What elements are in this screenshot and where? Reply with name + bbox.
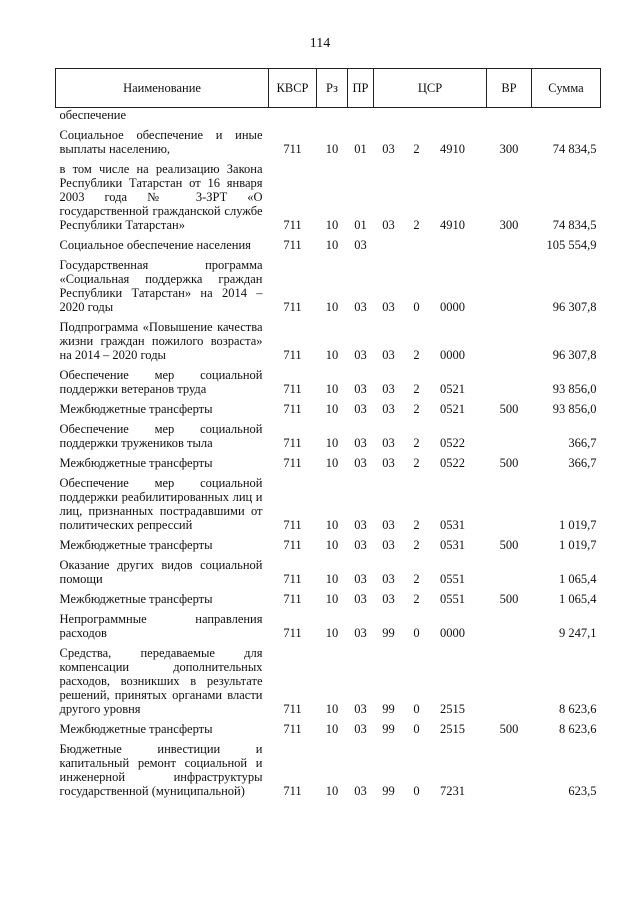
- row-csr-subprogram: 0: [413, 626, 420, 640]
- row-pr: 03: [354, 722, 367, 736]
- row-pr: 03: [354, 702, 367, 716]
- table-row: [56, 609, 601, 643]
- header-rz: Рз: [317, 69, 348, 108]
- row-kvsr: [269, 108, 317, 126]
- row-vr: 300: [499, 142, 519, 156]
- row-rz: 10: [325, 142, 339, 156]
- row-csr-program: 03: [382, 402, 395, 416]
- row-kvsr: 711: [283, 456, 302, 470]
- row-csr-program: 03: [382, 518, 395, 532]
- row-kvsr: 711: [283, 348, 302, 362]
- table-row: [56, 365, 601, 399]
- row-rz: 10: [325, 456, 339, 470]
- row-name: Социальное обеспечение населения: [59, 238, 251, 252]
- row-name: в том числе на реализацию Закона Республики Татарстан от 16 января 2003 года № 3-ЗРТ «О государственной гражданской службе Республики Татарстан»: [59, 162, 263, 232]
- row-csr-direction: 0522: [440, 456, 465, 470]
- row-csr-subprogram: 2: [413, 538, 420, 552]
- row-vr: 500: [499, 538, 519, 552]
- row-rz: 10: [325, 382, 339, 396]
- row-csr-program: 03: [382, 592, 395, 606]
- row-sum: 8 623,6: [559, 722, 597, 736]
- page-number: 114: [309, 36, 331, 51]
- table-row: [56, 255, 601, 317]
- row-csr: [374, 255, 487, 317]
- row-csr: [374, 365, 487, 399]
- table-row: [56, 555, 601, 589]
- row-csr-direction: 4910: [440, 142, 465, 156]
- row-pr: 01: [354, 218, 367, 232]
- row-pr: 03: [354, 592, 367, 606]
- row-csr-direction: 0551: [440, 572, 465, 586]
- row-kvsr: 711: [283, 518, 302, 532]
- row-name: Межбюджетные трансферты: [59, 538, 213, 552]
- row-pr: 01: [354, 142, 367, 156]
- row-csr-subprogram: 0: [413, 784, 420, 798]
- row-vr: [487, 609, 532, 643]
- row-csr-subprogram: 2: [413, 142, 420, 156]
- row-csr-direction: 7231: [440, 784, 465, 798]
- row-csr-direction: 0531: [440, 518, 465, 532]
- row-sum: 9 247,1: [559, 626, 597, 640]
- row-sum: 366,7: [568, 456, 597, 470]
- row-rz: 10: [325, 626, 339, 640]
- row-name: Межбюджетные трансферты: [59, 402, 213, 416]
- row-csr-subprogram: 2: [413, 518, 420, 532]
- row-csr: [374, 235, 487, 255]
- row-vr: [487, 108, 532, 126]
- row-csr-program: 03: [382, 436, 395, 450]
- row-sum: 105 554,9: [546, 238, 597, 252]
- table-row: [56, 159, 601, 235]
- row-name: Государственная программа «Социальная поддержка граждан Республики Татарстан» на 2014 – 2020 годы: [59, 258, 263, 314]
- row-pr: 03: [354, 572, 367, 586]
- row-pr: 03: [354, 402, 367, 416]
- header-vr: ВР: [487, 69, 532, 108]
- row-vr: [487, 365, 532, 399]
- row-name: Социальное обеспечение и иные выплаты населению,: [59, 128, 263, 156]
- row-pr: 03: [354, 436, 367, 450]
- table-row: [56, 535, 601, 555]
- row-csr-subprogram: 2: [413, 382, 420, 396]
- row-csr-program: 03: [382, 218, 395, 232]
- row-csr-subprogram: 0: [413, 702, 420, 716]
- row-sum: 96 307,8: [552, 300, 597, 314]
- row-csr: [374, 643, 487, 719]
- table-row: [56, 125, 601, 159]
- row-name: Бюджетные инвестиции и капитальный ремонт социальной и инженерной инфраструктуры государственной (муниципальной): [59, 742, 263, 798]
- row-vr: [487, 739, 532, 801]
- table-row: [56, 473, 601, 535]
- row-csr-direction: 0000: [440, 300, 465, 314]
- row-vr: [487, 255, 532, 317]
- row-csr-subprogram: 2: [413, 456, 420, 470]
- row-rz: 10: [325, 538, 339, 552]
- row-csr-subprogram: 2: [413, 592, 420, 606]
- row-csr: [374, 555, 487, 589]
- row-kvsr: 711: [283, 142, 302, 156]
- row-sum: 8 623,6: [559, 702, 597, 716]
- row-kvsr: 711: [283, 218, 302, 232]
- row-csr: [374, 589, 487, 609]
- row-pr: 03: [354, 456, 367, 470]
- row-rz: 10: [325, 218, 339, 232]
- row-csr: [374, 473, 487, 535]
- row-rz: 10: [325, 784, 339, 798]
- row-csr-program: 03: [382, 300, 395, 314]
- row-csr-subprogram: 0: [413, 300, 420, 314]
- row-sum: 366,7: [568, 436, 597, 450]
- row-kvsr: 711: [283, 538, 302, 552]
- budget-table: [55, 68, 601, 801]
- row-csr-subprogram: 0: [413, 722, 420, 736]
- table-row: [56, 453, 601, 473]
- row-csr: [374, 399, 487, 419]
- row-sum: 1 019,7: [559, 538, 597, 552]
- row-csr-direction: 0521: [440, 382, 465, 396]
- row-sum: 1 065,4: [559, 592, 597, 606]
- row-csr-program: 99: [382, 722, 395, 736]
- row-csr: [374, 108, 487, 126]
- row-name: Межбюджетные трансферты: [59, 722, 213, 736]
- table-row: [56, 108, 601, 126]
- row-name: обеспечение: [59, 108, 127, 122]
- row-rz: 10: [325, 348, 339, 362]
- row-sum: 96 307,8: [552, 348, 597, 362]
- row-pr: 03: [354, 238, 367, 252]
- row-sum: 74 834,5: [552, 142, 597, 156]
- row-vr: 500: [499, 456, 519, 470]
- row-csr: [374, 419, 487, 453]
- row-kvsr: 711: [283, 702, 302, 716]
- row-kvsr: 711: [283, 436, 302, 450]
- row-kvsr: 711: [283, 238, 302, 252]
- row-kvsr: 711: [283, 572, 302, 586]
- row-rz: 10: [325, 572, 339, 586]
- row-pr: 03: [354, 382, 367, 396]
- row-sum: 93 856,0: [552, 402, 597, 416]
- header-kvsr: КВСР: [269, 69, 317, 108]
- row-name: Межбюджетные трансферты: [59, 592, 213, 606]
- row-name: Обеспечение мер социальной поддержки реабилитированных лиц и лиц, признанных пострадавшими от политических репрессий: [59, 476, 263, 532]
- row-csr: [374, 159, 487, 235]
- row-pr: 03: [354, 348, 367, 362]
- row-csr-subprogram: 2: [413, 348, 420, 362]
- row-rz: 10: [325, 300, 339, 314]
- row-pr: 03: [354, 784, 367, 798]
- row-rz: 10: [325, 722, 339, 736]
- row-pr: 03: [354, 538, 367, 552]
- row-csr-program: 99: [382, 784, 395, 798]
- row-csr-subprogram: 2: [413, 402, 420, 416]
- row-name: Межбюджетные трансферты: [59, 456, 213, 470]
- row-name: Непрограммные направления расходов: [59, 612, 263, 640]
- row-rz: 10: [325, 592, 339, 606]
- row-csr-subprogram: 2: [413, 218, 420, 232]
- row-sum: 1 019,7: [559, 518, 597, 532]
- row-vr: [487, 419, 532, 453]
- row-csr-subprogram: 2: [413, 572, 420, 586]
- row-csr-subprogram: 2: [413, 436, 420, 450]
- row-vr: [487, 555, 532, 589]
- row-rz: 10: [325, 702, 339, 716]
- table-row: [56, 419, 601, 453]
- row-name: Оказание других видов социальной помощи: [59, 558, 263, 586]
- row-csr-program: 03: [382, 142, 395, 156]
- header-name: Наименование: [56, 69, 269, 108]
- row-kvsr: 711: [283, 592, 302, 606]
- row-rz: 10: [325, 518, 339, 532]
- row-name: Средства, передаваемые для компенсации дополнительных расходов, возникших в результате решений, принятых органами власти другого уровня: [59, 646, 263, 716]
- row-sum: 74 834,5: [552, 218, 597, 232]
- table-header-row: [56, 69, 601, 108]
- row-vr: 500: [499, 722, 519, 736]
- table-row: [56, 643, 601, 719]
- row-csr-direction: 0551: [440, 592, 465, 606]
- row-csr: [374, 535, 487, 555]
- row-vr: [487, 317, 532, 365]
- row-name: Обеспечение мер социальной поддержки тружеников тыла: [59, 422, 263, 450]
- row-rz: 10: [325, 402, 339, 416]
- row-csr-direction: 4910: [440, 218, 465, 232]
- row-csr: [374, 739, 487, 801]
- row-kvsr: 711: [283, 784, 302, 798]
- row-pr: 03: [354, 518, 367, 532]
- table-row: [56, 399, 601, 419]
- row-rz: 10: [325, 238, 339, 252]
- row-kvsr: 711: [283, 300, 302, 314]
- row-csr: [374, 453, 487, 473]
- table-row: [56, 235, 601, 255]
- row-csr: [374, 719, 487, 739]
- row-csr: [374, 125, 487, 159]
- row-csr-program: 03: [382, 538, 395, 552]
- row-pr: 03: [354, 300, 367, 314]
- row-vr: [487, 235, 532, 255]
- row-vr: 300: [499, 218, 519, 232]
- row-vr: [487, 473, 532, 535]
- row-csr-direction: 2515: [440, 702, 465, 716]
- row-name: Обеспечение мер социальной поддержки ветеранов труда: [59, 368, 263, 396]
- row-csr-program: 03: [382, 572, 395, 586]
- row-csr-direction: 2515: [440, 722, 465, 736]
- row-rz: 10: [325, 436, 339, 450]
- row-csr-direction: 0522: [440, 436, 465, 450]
- row-kvsr: 711: [283, 382, 302, 396]
- header-sum: Сумма: [532, 69, 601, 108]
- row-vr: 500: [499, 592, 519, 606]
- row-csr-program: 03: [382, 348, 395, 362]
- row-name: Подпрограмма «Повышение качества жизни граждан пожилого возраста» на 2014 – 2020 годы: [59, 320, 263, 362]
- row-sum: 1 065,4: [559, 572, 597, 586]
- row-csr-direction: 0531: [440, 538, 465, 552]
- row-csr: [374, 317, 487, 365]
- row-csr-direction: 0521: [440, 402, 465, 416]
- row-vr: 500: [499, 402, 519, 416]
- row-pr: [348, 108, 374, 126]
- row-vr: [487, 643, 532, 719]
- row-kvsr: 711: [283, 626, 302, 640]
- table-row: [56, 317, 601, 365]
- row-sum: [532, 108, 601, 126]
- table-row: [56, 739, 601, 801]
- row-csr-program: 03: [382, 382, 395, 396]
- table-body: [56, 108, 601, 802]
- row-kvsr: 711: [283, 402, 302, 416]
- row-kvsr: 711: [283, 722, 302, 736]
- row-csr-direction: 0000: [440, 348, 465, 362]
- header-pr: ПР: [348, 69, 374, 108]
- row-csr-program: 99: [382, 626, 395, 640]
- row-sum: 623,5: [568, 784, 597, 798]
- row-pr: 03: [354, 626, 367, 640]
- table-row: [56, 719, 601, 739]
- table-row: [56, 589, 601, 609]
- row-csr-direction: 0000: [440, 626, 465, 640]
- row-csr: [374, 609, 487, 643]
- header-csr: ЦСР: [374, 69, 487, 108]
- row-sum: 93 856,0: [552, 382, 597, 396]
- row-csr-program: 03: [382, 456, 395, 470]
- row-rz: [317, 108, 348, 126]
- row-csr-program: 99: [382, 702, 395, 716]
